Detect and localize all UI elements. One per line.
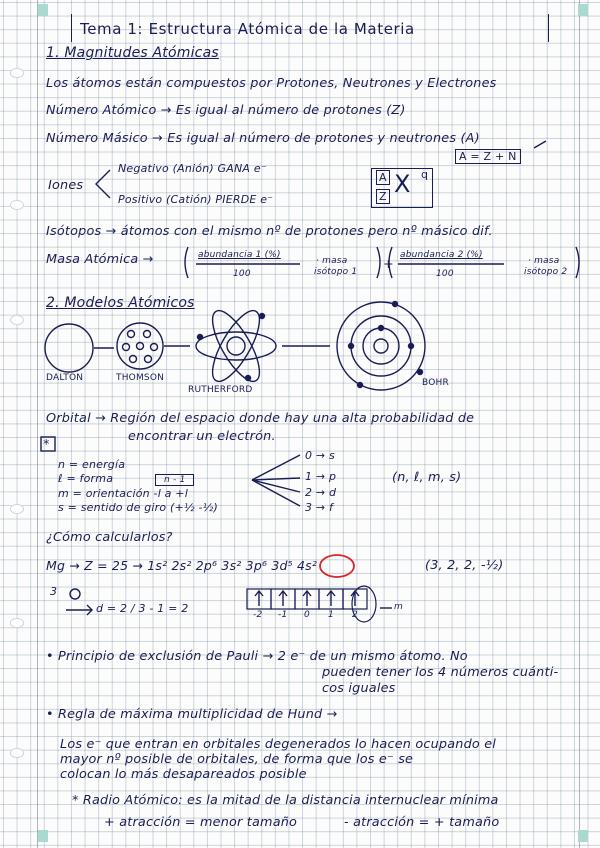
- fraction-numerator: abundancia 2 (%): [400, 250, 483, 260]
- text-line: Isótopos → átomos con el mismo nº de protones pero nº másico dif.: [46, 224, 493, 239]
- quantum-number-s: s = sentido de giro (+½ -½): [58, 501, 219, 514]
- fraction-denominator: 100: [233, 269, 251, 279]
- m-label: m: [394, 602, 403, 612]
- m-value: 2: [352, 610, 358, 620]
- text-line: Número Atómico → Es igual al número de protones (Z): [46, 103, 406, 118]
- iones-negative: Negativo (Anión) GANA e⁻: [118, 162, 267, 175]
- mass-multiplier-sub: isótopo 1: [314, 267, 358, 277]
- subheading: ¿Cómo calcularlos?: [46, 530, 173, 545]
- fraction-denominator: 100: [436, 269, 454, 279]
- subshell-s: 0 → s: [305, 449, 335, 462]
- mass-multiplier: · masa: [316, 256, 348, 266]
- quantum-number-m: m = orientación -l a +l: [58, 487, 188, 500]
- section-heading: 2. Modelos Atómicos: [46, 295, 195, 311]
- subshell-f: 3 → f: [305, 501, 334, 514]
- text-line: Los átomos están compuestos por Protones, Neutrones y Electrones: [46, 76, 497, 91]
- d-calculation: d = 2 / 3 - 1 = 2: [96, 602, 189, 615]
- hund-rule-heading: • Regla de máxima multiplicidad de Hund →: [46, 707, 338, 722]
- quantum-number-l-box: n - 1: [155, 474, 194, 486]
- plus-sign: +: [383, 257, 394, 272]
- quantum-number-set: (n, ℓ, m, s): [392, 470, 462, 485]
- model-label: THOMSON: [116, 373, 165, 383]
- model-label: RUTHERFORD: [188, 385, 253, 395]
- mass-multiplier-sub: isótopo 2: [524, 267, 568, 277]
- pauli-principle: • Principio de exclusión de Pauli → 2 e⁻ de un mismo átomo. No: [46, 649, 468, 664]
- principal-number: 3: [50, 585, 58, 598]
- mass-multiplier: · masa: [528, 256, 560, 266]
- m-value: -2: [253, 610, 263, 620]
- quantum-number-l: ℓ = forma: [58, 472, 114, 485]
- m-value: 0: [304, 610, 310, 620]
- mass-number: A: [376, 170, 390, 185]
- quantum-number-n: n = energía: [58, 458, 126, 471]
- fraction-numerator: abundancia 1 (%): [198, 250, 281, 260]
- electron-configuration: Mg → Z = 25 → 1s² 2s² 2p⁶ 3s² 3p⁶ 3d⁵ 4s²: [46, 558, 318, 573]
- hund-rule-text: Los e⁻ que entran en orbitales degenerados lo hacen ocupando el: [60, 737, 497, 752]
- pauli-principle: pueden tener los 4 números cuánti-: [322, 665, 559, 680]
- model-label: BOHR: [422, 378, 449, 388]
- element-symbol: X: [394, 170, 411, 198]
- pauli-principle: cos iguales: [322, 681, 396, 696]
- iones-label: Iones: [48, 178, 84, 193]
- atomic-number: Z: [376, 189, 390, 204]
- subshell-d: 2 → d: [305, 486, 337, 499]
- atomic-radius-left: + atracción = menor tamaño: [104, 815, 298, 830]
- iones-positive: Positivo (Catión) PIERDE e⁻: [118, 193, 274, 206]
- orbital-definition: Orbital → Región del espacio donde hay una alta probabilidad de: [46, 411, 475, 426]
- atomic-radius: * Radio Atómico: es la mitad de la distancia internuclear mínima: [72, 793, 499, 808]
- formula-box: A = Z + N: [455, 149, 521, 164]
- text-line: Número Másico → Es igual al número de protones y neutrones (A): [46, 131, 480, 146]
- quantum-result: (3, 2, 2, -½): [425, 558, 504, 573]
- asterisk-icon: *: [43, 437, 50, 452]
- masa-label: Masa Atómica →: [46, 252, 154, 267]
- m-value: -1: [278, 610, 288, 620]
- model-label: DALTON: [46, 373, 84, 383]
- hund-rule-text: mayor nº posible de orbitales, de forma que los e⁻ se: [60, 752, 414, 767]
- hund-rule-text: colocan lo más desapareados posible: [60, 767, 307, 782]
- section-heading: 1. Magnitudes Atómicas: [46, 45, 219, 61]
- orbital-definition: encontrar un electrón.: [128, 429, 276, 444]
- page-title: Tema 1: Estructura Atómica de la Materia: [80, 20, 415, 38]
- m-value: 1: [328, 610, 334, 620]
- charge-symbol: q: [421, 168, 429, 181]
- atomic-radius-right: - atracción = + tamaño: [344, 815, 500, 830]
- subshell-p: 1 → p: [305, 470, 337, 483]
